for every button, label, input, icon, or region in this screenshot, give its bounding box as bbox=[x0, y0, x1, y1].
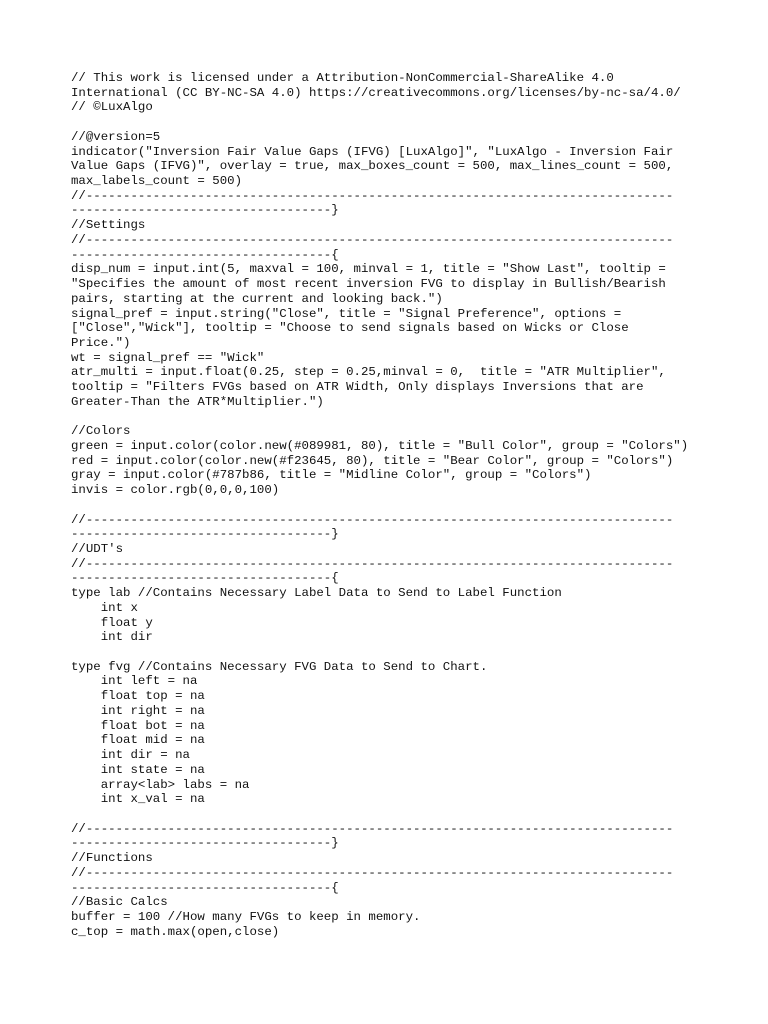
code-line bbox=[71, 807, 711, 822]
code-line bbox=[71, 498, 711, 513]
code-line: gray = input.color(#787b86, title = "Midline Color", group = "Colors") bbox=[71, 468, 592, 483]
code-line: float top = na bbox=[71, 689, 205, 704]
code-line: //------------------------------------------------------------------------------- bbox=[71, 188, 674, 203]
code-line bbox=[71, 645, 711, 660]
code-line: -----------------------------------} bbox=[71, 836, 339, 851]
code-line: atr_multi = input.float(0.25, step = 0.25,minval = 0, title = "ATR Multiplier", bbox=[71, 365, 666, 380]
code-line: max_labels_count = 500) bbox=[71, 174, 243, 189]
code-line: red = input.color(color.new(#f23645, 80), title = "Bear Color", group = "Colors") bbox=[71, 453, 674, 468]
code-line: int dir bbox=[71, 630, 153, 645]
code-line: //Basic Calcs bbox=[71, 895, 168, 910]
code-line: int x_val = na bbox=[71, 792, 205, 807]
code-line bbox=[71, 115, 711, 130]
code-line: // This work is licensed under a Attribution-NonCommercial-ShareAlike 4.0 bbox=[71, 71, 614, 85]
code-line: -----------------------------------} bbox=[71, 527, 339, 542]
code-line: float mid = na bbox=[71, 733, 205, 748]
code-line: // ©LuxAlgo bbox=[71, 100, 153, 115]
code-line: Price.") bbox=[71, 335, 131, 350]
code-line: int x bbox=[71, 600, 138, 615]
code-line: -----------------------------------} bbox=[71, 203, 339, 218]
code-line: International (CC BY-NC-SA 4.0) https://creativecommons.org/licenses/by-nc-sa/4.0/ bbox=[71, 85, 681, 100]
code-line: -----------------------------------{ bbox=[71, 571, 339, 586]
code-line: array<lab> labs = na bbox=[71, 777, 250, 792]
code-line: signal_pref = input.string("Close", title = "Signal Preference", options = bbox=[71, 306, 622, 321]
code-line: //------------------------------------------------------------------------------- bbox=[71, 232, 674, 247]
code-line: //Colors bbox=[71, 424, 131, 439]
code-line: float y bbox=[71, 615, 153, 630]
code-line: float bot = na bbox=[71, 718, 205, 733]
code-line bbox=[71, 410, 711, 425]
code-line: pairs, starting at the current and looking back.") bbox=[71, 291, 443, 306]
code-line: //Functions bbox=[71, 851, 153, 866]
code-line: //Settings bbox=[71, 218, 146, 233]
code-line: indicator("Inversion Fair Value Gaps (IFVG) [LuxAlgo]", "LuxAlgo - Inversion Fair bbox=[71, 144, 674, 159]
code-line: invis = color.rgb(0,0,0,100) bbox=[71, 483, 280, 498]
code-line: Greater-Than the ATR*Multiplier.") bbox=[71, 394, 324, 409]
code-line: "Specifies the amount of most recent inversion FVG to display in Bullish/Bearish bbox=[71, 277, 666, 292]
code-line: -----------------------------------{ bbox=[71, 247, 339, 262]
code-line: -----------------------------------{ bbox=[71, 880, 339, 895]
code-line: int dir = na bbox=[71, 748, 190, 763]
code-line: type lab //Contains Necessary Label Data to Send to Label Function bbox=[71, 586, 562, 601]
code-line: //@version=5 bbox=[71, 129, 161, 144]
code-line: //------------------------------------------------------------------------------- bbox=[71, 865, 674, 880]
code-line: wt = signal_pref == "Wick" bbox=[71, 350, 265, 365]
code-line: buffer = 100 //How many FVGs to keep in memory. bbox=[71, 909, 421, 924]
code-line: disp_num = input.int(5, maxval = 100, minval = 1, title = "Show Last", tooltip = bbox=[71, 262, 666, 277]
code-line: int state = na bbox=[71, 762, 205, 777]
code-line: //------------------------------------------------------------------------------- bbox=[71, 556, 674, 571]
code-line: //------------------------------------------------------------------------------- bbox=[71, 821, 674, 836]
code-line: int right = na bbox=[71, 703, 205, 718]
code-line: type fvg //Contains Necessary FVG Data to Send to Chart. bbox=[71, 659, 488, 674]
code-line: c_top = math.max(open,close) bbox=[71, 924, 280, 939]
code-line: tooltip = "Filters FVGs based on ATR Width, Only displays Inversions that are bbox=[71, 380, 644, 395]
code-line: green = input.color(color.new(#089981, 80), title = "Bull Color", group = "Colors") bbox=[71, 438, 689, 453]
code-line: //UDT's bbox=[71, 542, 124, 556]
code-line: Value Gaps (IFVG)", overlay = true, max_boxes_count = 500, max_lines_count = 500, bbox=[71, 159, 674, 174]
code-line: //------------------------------------------------------------------------------- bbox=[71, 512, 674, 527]
code-line: ["Close","Wick"], tooltip = "Choose to send signals based on Wicks or Close bbox=[71, 321, 629, 336]
code-document-page bbox=[71, 71, 711, 939]
code-line: int left = na bbox=[71, 674, 198, 689]
